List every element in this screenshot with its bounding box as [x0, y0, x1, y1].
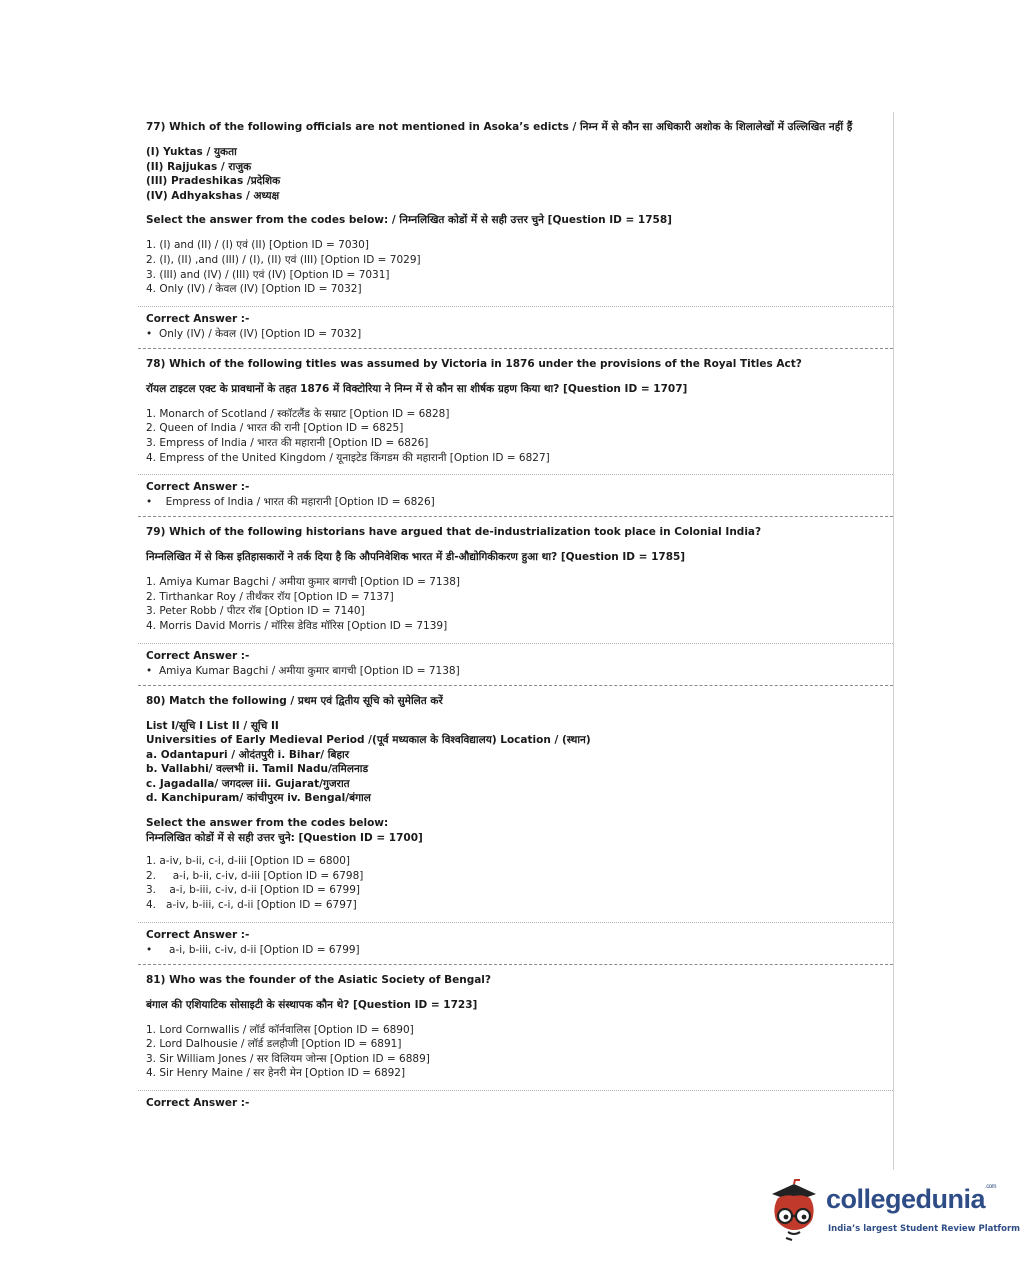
match-row: List I/सूचि I List II / सूचि II	[146, 719, 279, 732]
correct-answer-label: Correct Answer :-	[146, 1097, 250, 1109]
question-title: 78) Which of the following titles was assumed by Victoria in 1876 under the provisions of the Royal Titles Act?	[146, 357, 802, 370]
option: 4. a-iv, b-iii, c-i, d-ii [Option ID = 6797]	[146, 899, 357, 912]
option: 4. Morris David Morris / मॉरिस डेविड मॉरिस [Option ID = 7139]	[146, 619, 448, 632]
statement: (I) Yuktas / युकता	[146, 146, 237, 158]
option: 2. Tirthankar Roy / तीर्थंकर रॉय [Option ID = 7137]	[146, 590, 394, 603]
option: 4. Only (IV) / केवल (IV) [Option ID = 7032]	[146, 283, 362, 296]
question-title: 79) Which of the following historians have argued that de-industrialization took place in Colonial India?	[146, 526, 762, 539]
question-79	[138, 517, 893, 685]
correct-answer-text: a-i, b-iii, c-iv, d-ii [Option ID = 6799]	[159, 943, 360, 956]
prompt-line: Select the answer from the codes below:	[146, 817, 389, 830]
question-subtitle: निम्नलिखित में से किस इतिहासकारों ने तर्क दिया है कि औपनिवेशिक भारत में डी-औद्योगिकीकरण हुआ था? [Question ID = 1785]	[146, 551, 686, 564]
option-list	[146, 407, 885, 465]
option: 3. (III) and (IV) / (III) एवं (IV) [Option ID = 7031]	[146, 268, 390, 281]
correct-answer-text: Empress of India / भारत की महारानी [Option ID = 6826]	[159, 496, 435, 509]
option: 2. (I), (II) ,and (III) / (I), (II) एवं (III) [Option ID = 7029]	[146, 253, 421, 266]
correct-answer	[146, 326, 893, 342]
option-list	[146, 238, 885, 296]
option-list	[146, 575, 885, 633]
statement: (II) Rajjukas / राजुक	[146, 160, 252, 173]
option: 3. a-i, b-iii, c-iv, d-ii [Option ID = 6799]	[146, 884, 361, 897]
statement: (III) Pradeshikas /प्रदेशिक	[146, 175, 281, 188]
option: 1. a-iv, b-ii, c-i, d-iii [Option ID = 6800]	[146, 855, 350, 868]
correct-answer-label: Correct Answer :-	[146, 312, 250, 325]
option: 2. a-i, b-ii, c-iv, d-iii [Option ID = 6798]	[146, 869, 364, 882]
match-row: Universities of Early Medieval Period /(पूर्व मध्यकाल के विश्वविद्यालय) Location / (स्थान)	[146, 734, 591, 747]
match-list	[146, 719, 885, 807]
statement: (IV) Adhyakshas / अध्यक्ष	[146, 189, 280, 202]
option: 1. Lord Cornwallis / लॉर्ड कॉर्नवालिस [Option ID = 6890]	[146, 1023, 414, 1036]
option: 2. Queen of India / भारत की रानी [Option ID = 6825]	[146, 422, 404, 435]
bullet-icon: •	[146, 664, 153, 677]
prompt-line: निम्नलिखित कोडों में से सही उत्तर चुने: [Question ID = 1700]	[146, 831, 423, 844]
option: 4. Empress of the United Kingdom / यूनाइटेड किंगडम की महारानी [Option ID = 6827]	[146, 451, 550, 464]
option: 1. (I) and (II) / (I) एवं (II) [Option ID = 7030]	[146, 239, 369, 252]
option: 1. Amiya Kumar Bagchi / अमीया कुमार बागची [Option ID = 7138]	[146, 576, 461, 589]
question-subtitle: बंगाल की एशियाटिक सोसाइटी के संस्थापक कौन थे? [Question ID = 1723]	[146, 998, 478, 1011]
question-title: 81) Who was the founder of the Asiatic Society of Bengal?	[146, 973, 491, 986]
correct-answer	[146, 494, 893, 510]
option-list	[146, 854, 885, 912]
question-title: 77) Which of the following officials are not mentioned in Asoka’s edicts / निम्न में से कौन सा अधिकारी अशोक के शिलालेखों में उल्लिखित नहीं हैं	[146, 121, 853, 133]
option: 3. Empress of India / भारत की महारानी [Option ID = 6826]	[146, 436, 429, 449]
match-row: d. Kanchipuram/ कांचीपुरम iv. Bengal/बंगाल	[146, 792, 371, 805]
correct-answer	[146, 663, 893, 679]
match-row: b. Vallabhi/ वल्लभी ii. Tamil Nadu/तमिलनाड	[146, 763, 369, 776]
question-80	[138, 686, 893, 965]
correct-answer	[146, 942, 893, 958]
bullet-icon: •	[146, 943, 153, 956]
question-sheet	[138, 112, 894, 1170]
option-list	[146, 1023, 885, 1081]
correct-answer-section	[138, 306, 893, 348]
question-prompt: Select the answer from the codes below: / निम्नलिखित कोडों में से सही उत्तर चुने [Question ID = 1758]	[146, 214, 672, 227]
question-81	[138, 965, 893, 1116]
logo-tagline: India’s largest Student Review Platform	[828, 1224, 1020, 1234]
question-prompt	[146, 816, 885, 845]
correct-answer-section	[138, 474, 893, 516]
question-title: 80) Match the following / प्रथम एवं द्वितीय सूचि को सुमेलित करें	[146, 694, 443, 707]
option: 1. Monarch of Scotland / स्कॉटलैंड के सम्राट [Option ID = 6828]	[146, 407, 450, 420]
logo-wordmark: collegedunia$^{.com}$	[826, 1184, 997, 1214]
correct-answer-label: Correct Answer :-	[146, 481, 250, 494]
question-subtitle: रॉयल टाइटल एक्ट के प्रावधानों के तहत 1876 में विक्टोरिया ने निम्न में से कौन सा शीर्षक ग्रहण किया था? [Question ID = 1707]	[146, 382, 688, 395]
correct-answer-text: Amiya Kumar Bagchi / अमीया कुमार बागची [Option ID = 7138]	[159, 664, 460, 677]
correct-answer-label: Correct Answer :-	[146, 649, 250, 662]
option: 2. Lord Dalhousie / लॉर्ड डलहौजी [Option ID = 6891]	[146, 1038, 402, 1051]
correct-answer-section	[138, 922, 893, 964]
mascot-icon	[764, 1176, 824, 1246]
bullet-icon: •	[146, 327, 153, 340]
match-row: c. Jagadalla/ जगदल्ल iii. Gujarat/गुजरात	[146, 777, 350, 790]
option: 4. Sir Henry Maine / सर हेनरी मेन [Option ID = 6892]	[146, 1067, 406, 1080]
match-row: a. Odantapuri / ओदंतपुरी i. Bihar/ बिहार	[146, 748, 350, 761]
question-77	[138, 112, 893, 349]
correct-answer-label: Correct Answer :-	[146, 928, 250, 941]
option: 3. Sir William Jones / सर विलियम जोन्स [Option ID = 6889]	[146, 1052, 430, 1065]
correct-answer-text: Only (IV) / केवल (IV) [Option ID = 7032]	[159, 327, 362, 340]
bullet-icon: •	[146, 496, 153, 509]
correct-answer-section	[138, 643, 893, 685]
correct-answer-section	[138, 1090, 893, 1116]
option: 3. Peter Robb / पीटर रॉब [Option ID = 7140]	[146, 605, 365, 618]
collegedunia-logo	[764, 1176, 1020, 1246]
question-78	[138, 349, 893, 517]
statement-list	[146, 145, 885, 203]
